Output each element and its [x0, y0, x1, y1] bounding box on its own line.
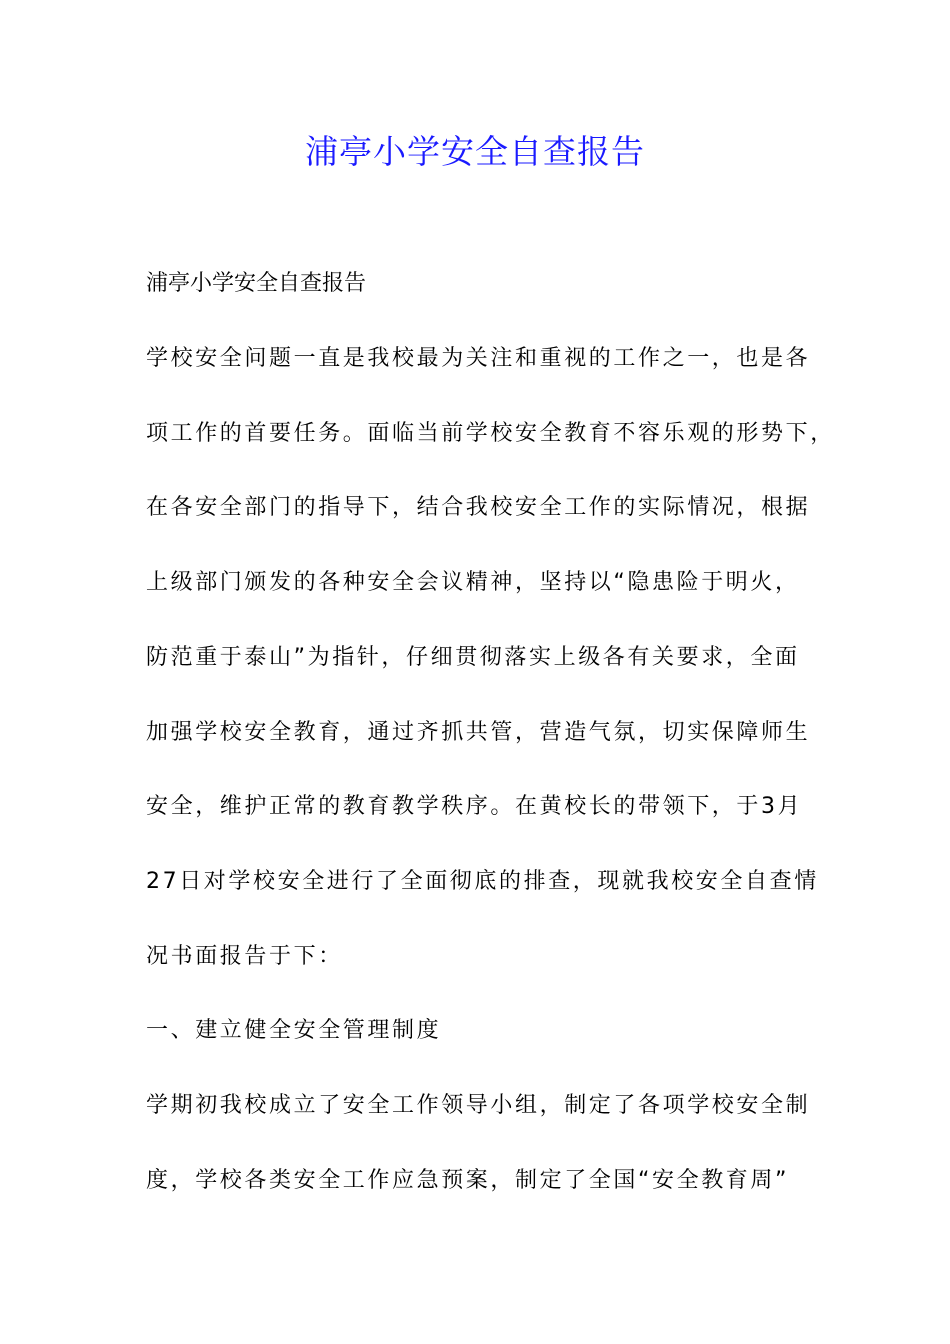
paragraph-line: 学校安全问题一直是我校最为关注和重视的工作之一，也是各 — [146, 346, 811, 371]
section-heading: 一、建立健全安全管理制度 — [146, 1018, 442, 1043]
document-subtitle: 浦亭小学安全自查报告 — [146, 271, 367, 296]
paragraph-line: 况书面报告于下： — [146, 944, 343, 969]
paragraph-line: 加强学校安全教育，通过齐抓共管，营造气氛，切实保障师生 — [146, 720, 811, 745]
paragraph-line: 27日对学校安全进行了全面彻底的排查，现就我校安全自查情 — [146, 869, 819, 894]
document-title: 浦亭小学安全自查报告 — [305, 132, 645, 171]
paragraph-line: 学期初我校成立了安全工作领导小组，制定了各项学校安全制 — [146, 1093, 811, 1118]
paragraph-line: 安全，维护正常的教育教学秩序。在黄校长的带领下，于3月 — [146, 794, 803, 819]
paragraph-line: 上级部门颁发的各种安全会议精神，坚持以“隐患险于明火， — [146, 570, 800, 595]
paragraph-line: 防范重于泰山”为指针，仔细贯彻落实上级各有关要求，全面 — [146, 645, 800, 670]
paragraph-line: 项工作的首要任务。面临当前学校安全教育不容乐观的形势下， — [146, 421, 835, 446]
paragraph-line: 度，学校各类安全工作应急预案，制定了全国“安全教育周” — [146, 1168, 789, 1193]
paragraph-line: 在各安全部门的指导下，结合我校安全工作的实际情况，根据 — [146, 495, 811, 520]
